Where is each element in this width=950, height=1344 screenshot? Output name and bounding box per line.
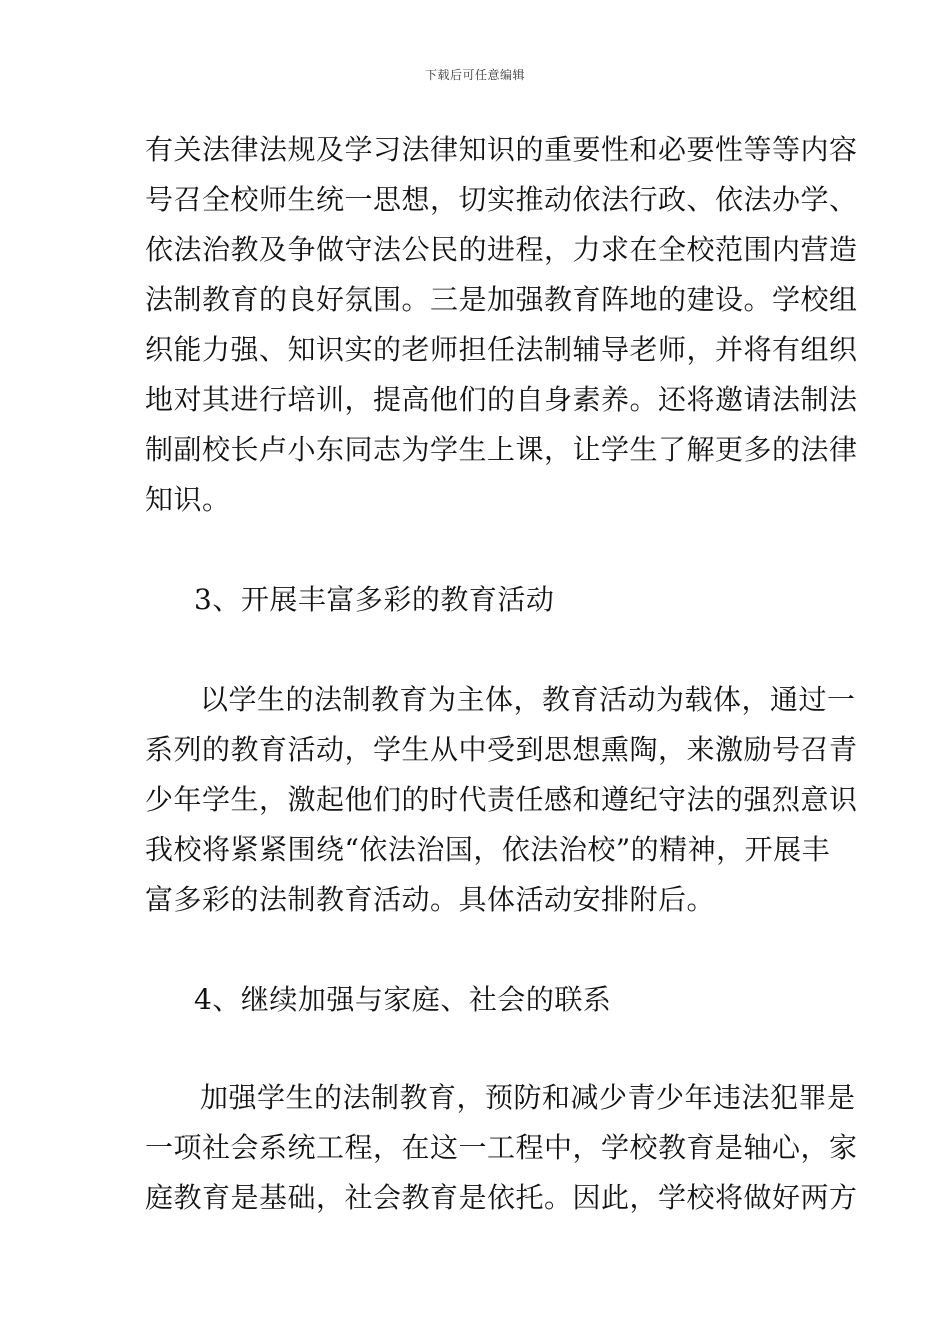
text-line: 知识。 — [145, 483, 231, 516]
text-line: 号召全校师生统一思想，切实推动依法行政、依法办学、 — [145, 183, 858, 216]
text-line: 富多彩的法制教育活动。具体活动安排附后。 — [145, 883, 716, 916]
text-line: 加强学生的法制教育，预防和减少青少年违法犯罪是 — [200, 1081, 856, 1114]
section-heading-4: 4、继续加强与家庭、社会的联系 — [194, 983, 612, 1016]
text-line: 有关法律法规及学习法律知识的重要性和必要性等等内容 — [145, 133, 858, 166]
text-line: 依法治教及争做守法公民的进程，力求在全校范围内营造 — [145, 233, 858, 266]
text-line: 制副校长卢小东同志为学生上课，让学生了解更多的法律 — [145, 433, 858, 466]
text-line: 庭教育是基础，社会教育是依托。因此，学校将做好两方 — [145, 1181, 858, 1214]
text-line: 法制教育的良好氛围。三是加强教育阵地的建设。学校组 — [145, 283, 858, 316]
section-heading-3: 3、开展丰富多彩的教育活动 — [194, 583, 555, 616]
text-line: 少年学生，激起他们的时代责任感和遵纪守法的强烈意识 — [145, 783, 858, 816]
text-line: 一项社会系统工程，在这一工程中，学校教育是轴心，家 — [145, 1131, 858, 1164]
text-line: 系列的教育活动，学生从中受到思想熏陶，来激励号召青 — [145, 733, 858, 766]
text-line: 以学生的法制教育为主体，教育活动为载体，通过一 — [200, 683, 856, 716]
text-line: 地对其进行培训，提高他们的自身素养。还将邀请法制法 — [145, 383, 858, 416]
text-line: 织能力强、知识实的老师担任法制辅导老师，并将有组织 — [145, 333, 858, 366]
text-line: 我校将紧紧围绕“依法治国，依法治校”的精神，开展丰 — [145, 833, 831, 866]
header-note: 下载后可任意编辑 — [424, 68, 525, 82]
